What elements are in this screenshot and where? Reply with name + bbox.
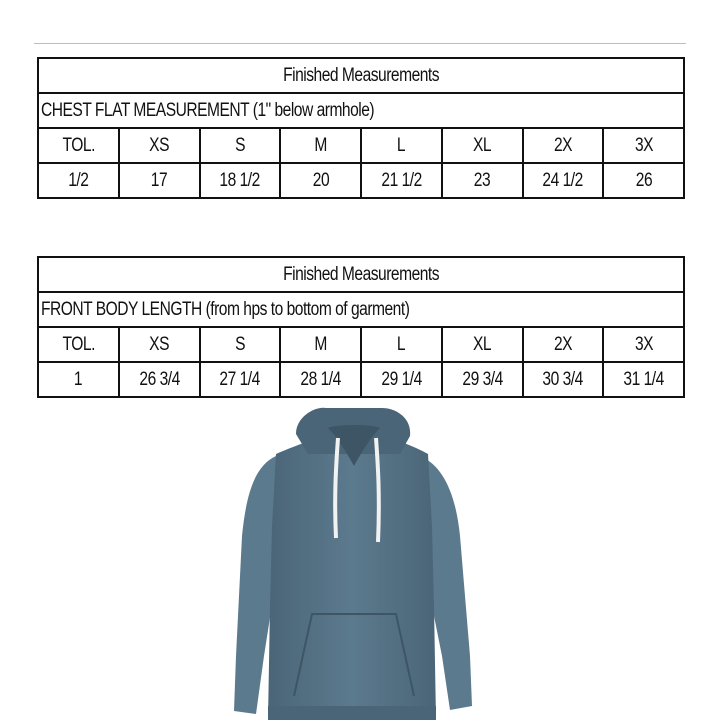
header-cell: S: [200, 128, 281, 163]
value-cell: 31 1/4: [603, 362, 684, 397]
header-cell: XS: [119, 327, 200, 362]
header-cell: XL: [442, 327, 523, 362]
table-title: Finished Measurements: [38, 257, 684, 292]
measurement-value-row: [38, 362, 684, 397]
header-cell: TOL.: [38, 327, 119, 362]
top-divider: [34, 43, 686, 44]
value-cell: 17: [119, 163, 200, 198]
header-cell: M: [280, 327, 361, 362]
body-length-table: [37, 256, 685, 398]
header-cell: S: [200, 327, 281, 362]
value-cell: 26 3/4: [119, 362, 200, 397]
header-cell: 2X: [523, 128, 604, 163]
value-cell: 29 3/4: [442, 362, 523, 397]
size-header-row: [38, 128, 684, 163]
value-cell: 24 1/2: [523, 163, 604, 198]
header-cell: XL: [442, 128, 523, 163]
size-header-row: [38, 327, 684, 362]
value-cell: 23: [442, 163, 523, 198]
measurement-value-row: [38, 163, 684, 198]
header-cell: XS: [119, 128, 200, 163]
table-subtitle-row: [38, 292, 684, 327]
table-subtitle: CHEST FLAT MEASUREMENT (1" below armhole): [38, 93, 684, 128]
value-cell: 20: [280, 163, 361, 198]
table-title-row: [38, 58, 684, 93]
header-cell: 3X: [603, 128, 684, 163]
hem-band: [268, 706, 436, 720]
table-title-row: [38, 257, 684, 292]
value-cell: 29 1/4: [361, 362, 442, 397]
table-title: Finished Measurements: [38, 58, 684, 93]
table-subtitle: FRONT BODY LENGTH (from hps to bottom of garment): [38, 292, 684, 327]
chest-measurement-table: [37, 57, 685, 199]
header-cell: L: [361, 327, 442, 362]
header-cell: 3X: [603, 327, 684, 362]
value-cell: 30 3/4: [523, 362, 604, 397]
header-cell: M: [280, 128, 361, 163]
header-cell: 2X: [523, 327, 604, 362]
header-cell: TOL.: [38, 128, 119, 163]
value-cell: 21 1/2: [361, 163, 442, 198]
value-cell: 18 1/2: [200, 163, 281, 198]
value-cell: 1/2: [38, 163, 119, 198]
hoodie-product-image: [224, 406, 484, 720]
value-cell: 28 1/4: [280, 362, 361, 397]
value-cell: 26: [603, 163, 684, 198]
header-cell: L: [361, 128, 442, 163]
value-cell: 27 1/4: [200, 362, 281, 397]
table-subtitle-row: [38, 93, 684, 128]
value-cell: 1: [38, 362, 119, 397]
